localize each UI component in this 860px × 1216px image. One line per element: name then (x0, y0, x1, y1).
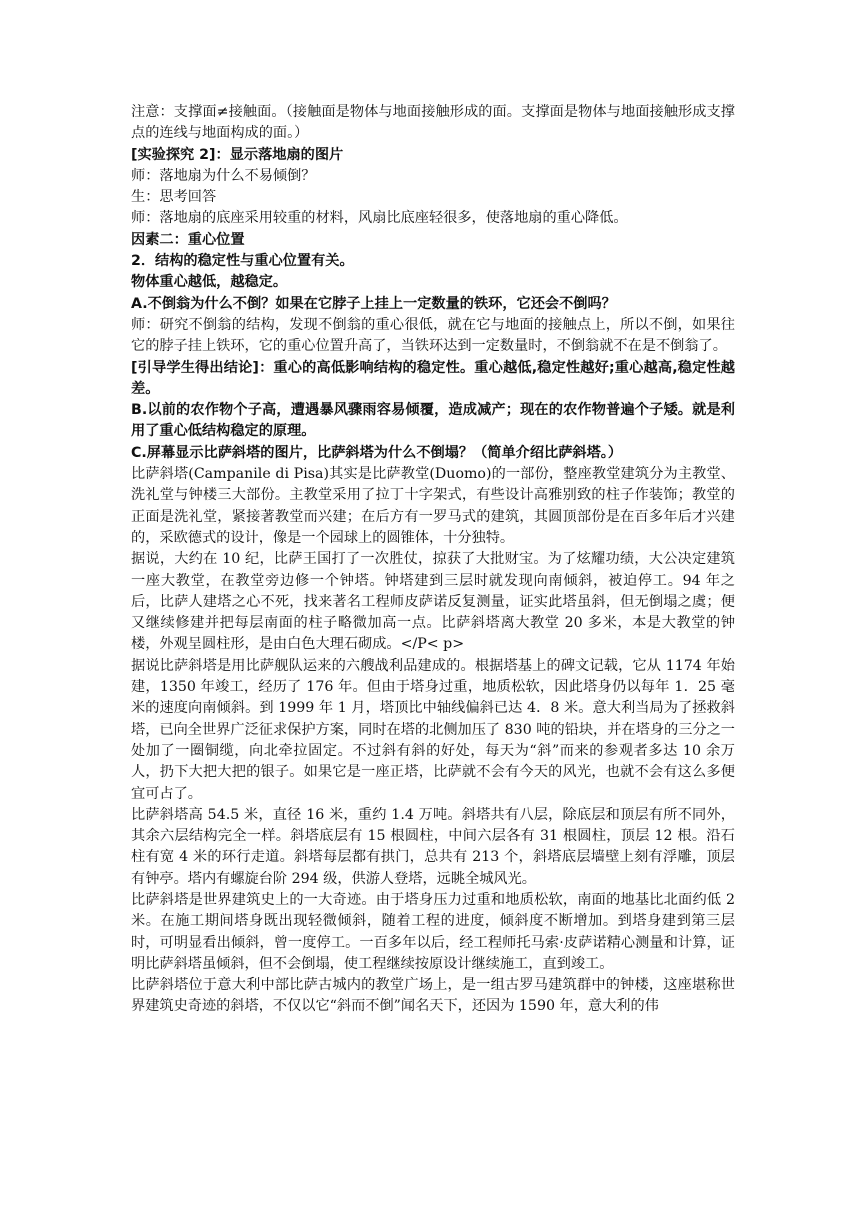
paragraph-pisa-legend: 据说，大约在 10 纪，比萨王国打了一次胜仗，掠获了大批财宝。为了炫耀功绩，大公决定建筑一座大教堂，在教堂旁边修一个钟塔。钟塔建到三层时就发现向南倾斜，被迫停工。94 年之后，比萨人建塔之心不死，找来著名工程师皮萨诺反复测量，证实此塔虽斜，但无倒塌之虞；便又继续修建并把每层南面的柱子略微加高一点。比萨斜塔离大教堂 20 多米，本是大教堂的钟楼，外观呈圆柱形，是由白色大理石砌成。</P< p> (131, 551, 735, 653)
paragraph-teacher-question: 师：落地扇为什么不易倾倒？ (131, 167, 316, 184)
point-b-crops: B.以前的农作物个子高，遭遇暴风骤雨容易倾覆，造成减产；现在的农作物普遍个子矮。就是利用了重心低结构稳定的原理。 (131, 402, 735, 440)
question-a-tumbler: A.不倒翁为什么不倒？如果在它脖子上挂上一定数量的铁环，它还会不倒吗？ (131, 295, 616, 312)
document-page (131, 102, 735, 1018)
point-c-pisa: C.屏幕显示比萨斜塔的图片，比萨斜塔为什么不倒塌？（简单介绍比萨斜塔。） (131, 444, 623, 461)
heading-lower-center: 物体重心越低，越稳定。 (131, 274, 288, 291)
heading-experiment-2: [实验探究 2]：显示落地扇的图片 (131, 146, 344, 163)
paragraph-student-answer: 生：思考回答 (131, 189, 217, 206)
paragraph-pisa-dimensions: 比萨斜塔高 54.5 米，直径 16 米，重约 1.4 万吨。斜塔共有八层，除底层和顶层有所不同外，其余六层结构完全一样。斜塔底层有 15 根圆柱，中间六层各有 31 根圆柱，顶层 12 根。沿石柱有宽 4 米的环行走道。斜塔每层都有拱门，总共有 213 个，斜塔底层墙壁上刻有浮雕，顶层有钟亭。塔内有螺旋台阶 294 级，供游人登塔，远眺全城风光。 (131, 806, 735, 887)
paragraph-pisa-miracle: 比萨斜塔是世界建筑史上的一大奇迹。由于塔身压力过重和地质松软，南面的地基比北面约低 2 米。在施工期间塔身既出现轻微倾斜，随着工程的进度，倾斜度不断增加。到塔身建到第三层时，可明显看出倾斜，曾一度停工。一百多年以后，经工程师托马索·皮萨诺精心测量和计算，证明比萨斜塔虽倾斜，但不会倒塌，使工程继续按原设计继续施工，直到竣工。 (131, 891, 735, 972)
paragraph-pisa-history: 据说比萨斜塔是用比萨舰队运来的六艘战利品建成的。根据塔基上的碑文记载，它从 1174 年始建，1350 年竣工，经历了 176 年。但由于塔身过重，地质松软，因此塔身仍以每年 1．25 毫米的速度向南倾斜。到 1999 年 1 月，塔顶比中轴线偏斜已达 4．8 米。意大利当局为了拯救斜塔，已向全世界广泛征求保护方案，同时在塔的北侧加压了 830 吨的铅块，并在塔身的三分之一处加了一圈铜缆，向北牵拉固定。不过斜有斜的好处，每天为“斜”而来的参观者多达 10 余万人，扔下大把大把的银子。如果它是一座正塔，比萨就不会有今天的风光，也就不会有这么多便宜可占了。 (131, 657, 735, 802)
paragraph-pisa-location: 比萨斜塔位于意大利中部比萨古城内的教堂广场上，是一组古罗马建筑群中的钟楼，这座堪称世界建筑史奇迹的斜塔，不仅以它“斜而不倒”闻名天下，还因为 1590 年，意大利的伟 (131, 977, 735, 1015)
paragraph-tumbler-explanation: 师：研究不倒翁的结构，发现不倒翁的重心很低，就在它与地面的接触点上，所以不倒，如果往它的脖子挂上铁环，它的重心位置升高了，当铁环达到一定数量时，不倒翁就不在是不倒翁了。 (131, 316, 735, 355)
paragraph-teacher-explanation: 师：落地扇的底座采用较重的材料，风扇比底座轻很多，使落地扇的重心降低。 (131, 210, 628, 227)
paragraph-conclusion: [引导学生得出结论]：重心的高低影响结构的稳定性。重心越低,稳定性越好;重心越高,稳定性越差。 (131, 359, 735, 397)
paragraph-pisa-intro: 比萨斜塔(Campanile di Pisa)其实是比萨教堂(Duomo)的一部份，整座教堂建筑分为主教堂、洗礼堂与钟楼三大部份。主教堂采用了拉丁十字架式，有些设计高雅别致的柱子作装饰；教堂的正面是洗礼堂，紧接著教堂而兴建；在后方有一罗马式的建筑，其圆顶部份是在百多年后才兴建的，采欧德式的设计，像是一个园球上的圆锥体，十分独特。 (131, 466, 735, 546)
heading-stability-center: 2．结构的稳定性与重心位置有关。 (131, 253, 354, 270)
paragraph-note: 注意：支撑面≠接触面。（接触面是物体与地面接触形成的面。支撑面是物体与地面接触形成支撑点的连线与地面构成的面。） (131, 104, 735, 142)
heading-factor-two: 因素二：重心位置 (131, 231, 245, 248)
